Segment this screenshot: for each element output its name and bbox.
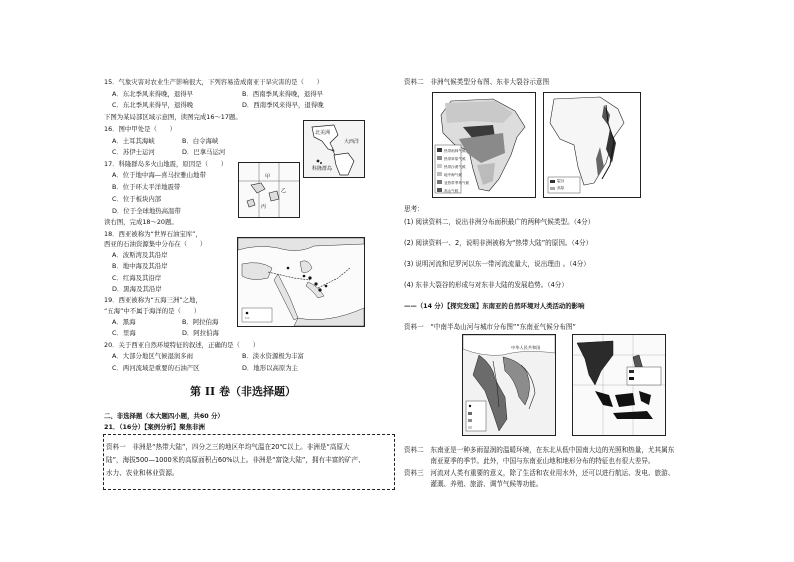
q19-option-a: A．黑海 <box>112 318 136 326</box>
q21-material-line1: 资料一 非洲是“热带大陆”，四分之三的地区年均气温在20℃以上。非洲是“高原大 <box>106 443 350 451</box>
map-label-north-america: 北美洲 <box>315 130 331 136</box>
note-18-20: 读右图，完成18～20题。 <box>104 218 178 226</box>
section-two-heading: 二、非选择题（本大题四小题，共60 分） <box>104 412 224 420</box>
q17-option-d: D．位于全球地热高温带 <box>112 207 181 215</box>
q16-option-b: B．白令海峡 <box>182 137 219 145</box>
q15-option-a: A．东北季风来得晚，退得早 <box>112 90 194 98</box>
q17-option-c: C．位于板块内部 <box>112 195 162 203</box>
subquestion-1: (1) 阅读资料二，说出非洲分布面积最广的两种气候类型。（4分） <box>404 218 595 226</box>
map-label-yi: 乙 <box>281 188 287 194</box>
subquestion-3: (3) 说明河流和尼罗河以东一带河流流量大，说出理由 。（4分） <box>404 260 590 268</box>
think-label: 思考： <box>404 205 424 213</box>
subquestion-4: (4) 东非大裂谷的形成与对东非大陆的发展趋势。（4分） <box>404 281 568 289</box>
q22-material-three-line1: 资料三 河流对人类有重要的意义，除了生活和农业用水外，还可以进行航运、发电、旅游、 <box>404 469 675 477</box>
q22-heading: ——（14 分）【探究发现】东南亚的自然环境对人类活动的影响 <box>404 302 585 310</box>
africa-legend-5: 亚热带季风气候 <box>444 181 470 185</box>
rift-legend-plateau: 高原 <box>557 186 565 190</box>
q21-material-line2: 陆”，海拔500—1000米的高原面积占60%以上。非洲是“富饶大陆”，拥有丰富的矿产、 <box>106 456 365 464</box>
q15-option-d: D．西南季风来得早，退得晚 <box>242 101 324 109</box>
q22-material-one-title: 资料一 “中南半岛山河与城市分布图”“东南亚气候分布图” <box>404 323 576 331</box>
q16-option-d: D．巴拿马运河 <box>182 148 226 156</box>
africa-climate-map <box>432 92 536 198</box>
q18-stem-line1: 18．西亚被称为“世界石油宝库”， <box>104 230 202 238</box>
americas-map <box>303 120 365 178</box>
africa-legend-2: 热带草原气候 <box>444 157 466 161</box>
q19-option-c: C．里海 <box>112 329 136 337</box>
q20-option-c: C．两河流域是重要的石油产区 <box>112 364 200 372</box>
note-16-17: 下图为某局部区域示意图，读图完成16～17题。 <box>104 113 242 121</box>
q22-material-three-line2: 灌溉、养殖、旅游、调节气候等功能。 <box>404 480 543 488</box>
q18-option-c: C．红海及其沿岸 <box>112 274 162 282</box>
map-label-bing: 丙 <box>261 204 267 210</box>
islands-map <box>238 162 300 218</box>
q19-option-d: D．阿拉伯海 <box>182 329 219 337</box>
q18-option-d: D．黑海及其沿岸 <box>112 285 162 293</box>
subquestion-2: (2) 阅读资料一、2，说明非洲被称为“热带大陆”的原因。（4分） <box>404 239 593 247</box>
q21-heading: 21．（16分）【案例分析】聚焦非洲 <box>104 423 205 431</box>
material-two-title: 资料二 非洲气候类型分布图、东非大裂谷示意图 <box>404 78 550 86</box>
africa-legend-4: 地中海气候 <box>444 173 462 177</box>
q15-stem: 15．气象灾害对农业生产影响很大，下列容易造成南亚干旱灾害的是（ ） <box>104 78 324 86</box>
q17-option-a: A．位于地中海—喜马拉雅山地带 <box>112 171 206 179</box>
q15-option-b: B．西南季风来得晚，退得早 <box>242 90 324 98</box>
q18-stem-line2: 西亚的石油资源集中分布在（ ） <box>104 240 207 248</box>
q22-material-two-line1: 资料二 东南亚是一种多雨湿润的温暖环境，在东北从低中国南大边的光照和热量，尤其属东 <box>404 446 675 454</box>
map-label-atlantic: 大西洋 <box>344 139 360 145</box>
q20-option-b: B．淡水资源极为丰富 <box>242 352 304 360</box>
q16-stem: 16．图中甲处是（ ） <box>104 125 177 133</box>
east-africa-rift-map <box>543 92 641 198</box>
q20-stem: 20．关于西亚自然环境特征的叙述，正确的是（ ） <box>104 341 260 349</box>
q17-option-b: B．位于环太平洋地震带 <box>112 183 181 191</box>
map-label-jia: 甲 <box>265 174 271 180</box>
rift-legend-rift: 裂谷 <box>557 179 565 183</box>
q18-option-b: B．地中海及其沿岸 <box>112 262 168 270</box>
q18-option-a: A．波斯湾及其沿岸 <box>112 251 168 259</box>
southeast-asia-climate-map <box>572 334 666 436</box>
africa-legend-3: 热带沙漠气候 <box>444 165 466 169</box>
q17-stem: 17．科隆群岛多火山地震，原因是（ ） <box>104 160 228 168</box>
part-two-title: 第 II 卷（非选择题） <box>190 385 296 398</box>
q22-material-two-line2: 南亚夏季的季节。此外，中国与东南亚山地和地形分布的特征也有很大差异。 <box>404 457 655 465</box>
q19-stem-line1: 19．西亚被称为“五海三洲”之地， <box>104 296 202 304</box>
indochina-map <box>462 334 556 436</box>
q19-option-b: B．阿拉伯海 <box>182 318 219 326</box>
africa-legend-6: 高山气候 <box>444 189 459 193</box>
q20-option-a: A．大部分地区气候湿润多雨 <box>112 352 194 360</box>
q15-option-c: C．东北季风来得早，退得晚 <box>112 101 194 109</box>
q21-material-line3: 水力、农业和林业资源。 <box>106 469 179 477</box>
west-asia-map <box>237 237 365 327</box>
q16-option-a: A．土耳其海峡 <box>112 137 155 145</box>
q19-stem-line2: “五海”中不属于海洋的是（ ） <box>104 307 201 315</box>
map-label-galapagos: 科隆群岛 <box>312 166 333 172</box>
q20-option-d: D．地形以高原为主 <box>242 364 299 372</box>
q16-option-c: C．苏伊士运河 <box>112 148 155 156</box>
indochina-map-china-label: 中华人民共和国 <box>511 345 541 350</box>
africa-legend-1: 热带雨林气候 <box>444 149 466 153</box>
